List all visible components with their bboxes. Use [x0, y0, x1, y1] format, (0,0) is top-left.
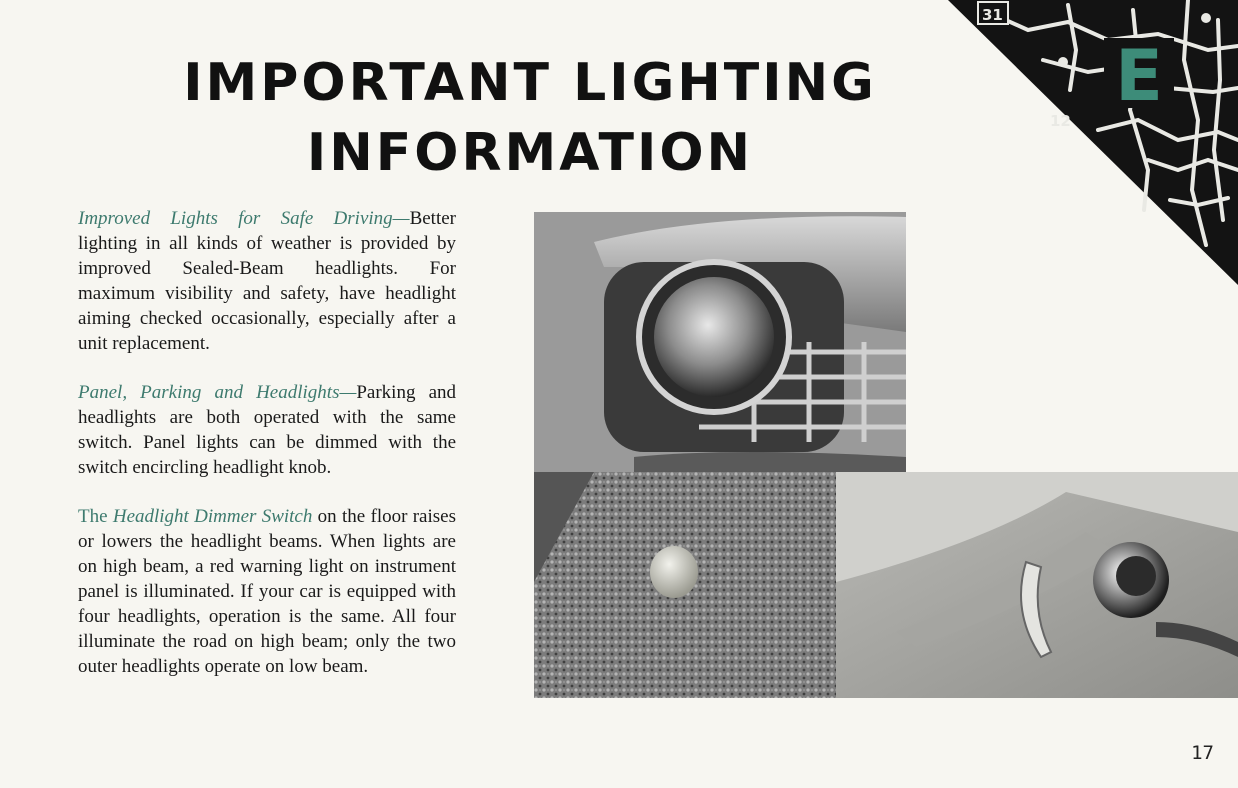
section-letter: E: [1115, 35, 1163, 117]
paragraph-dimmer-switch: [78, 504, 456, 679]
body-improved-lights: Better lighting in all kinds of weather is provided by improved Sealed-Beam headlights. For maximum visibility and safety, have headlight aiming checked occasionally, especially after a unit replacement.: [78, 208, 456, 354]
lead-improved-lights: Improved Lights for Safe Driving—: [78, 208, 410, 229]
title-line-1: IMPORTANT LIGHTING: [183, 53, 877, 113]
paragraph-improved-lights: [78, 206, 456, 356]
page-title: [120, 48, 940, 188]
route-31-label: 31: [982, 6, 1003, 24]
page-number: 17: [1191, 742, 1214, 764]
lead-panel-parking: Panel, Parking and Headlights—: [78, 382, 357, 403]
lead-prefix-dimmer: The: [78, 506, 113, 527]
headlight-knob-photo: [836, 472, 1238, 698]
body-dimmer-switch: on the floor raises or lowers the headlight beams. When lights are on high beam, a red warning light on instrument panel is illuminated. If your car is equipped with four headlights, operation is the same. All four illuminate the road on high beam; only the two outer headlights operate on low beam.: [78, 506, 456, 677]
paragraph-panel-parking: [78, 380, 456, 480]
section-map-corner: [948, 0, 1238, 285]
body-text: [78, 206, 456, 703]
body-panel-parking: Parking and headlights are both operated with the same switch. Panel lights can be dimmed with the switch encircling headlight knob.: [78, 382, 456, 478]
route-12-label: 12: [1050, 112, 1071, 130]
floor-dimmer-photo: [534, 472, 836, 698]
title-line-2: INFORMATION: [306, 123, 754, 183]
headlight-photo: [534, 212, 906, 472]
lead-dimmer-switch: Headlight Dimmer Switch: [112, 506, 313, 527]
